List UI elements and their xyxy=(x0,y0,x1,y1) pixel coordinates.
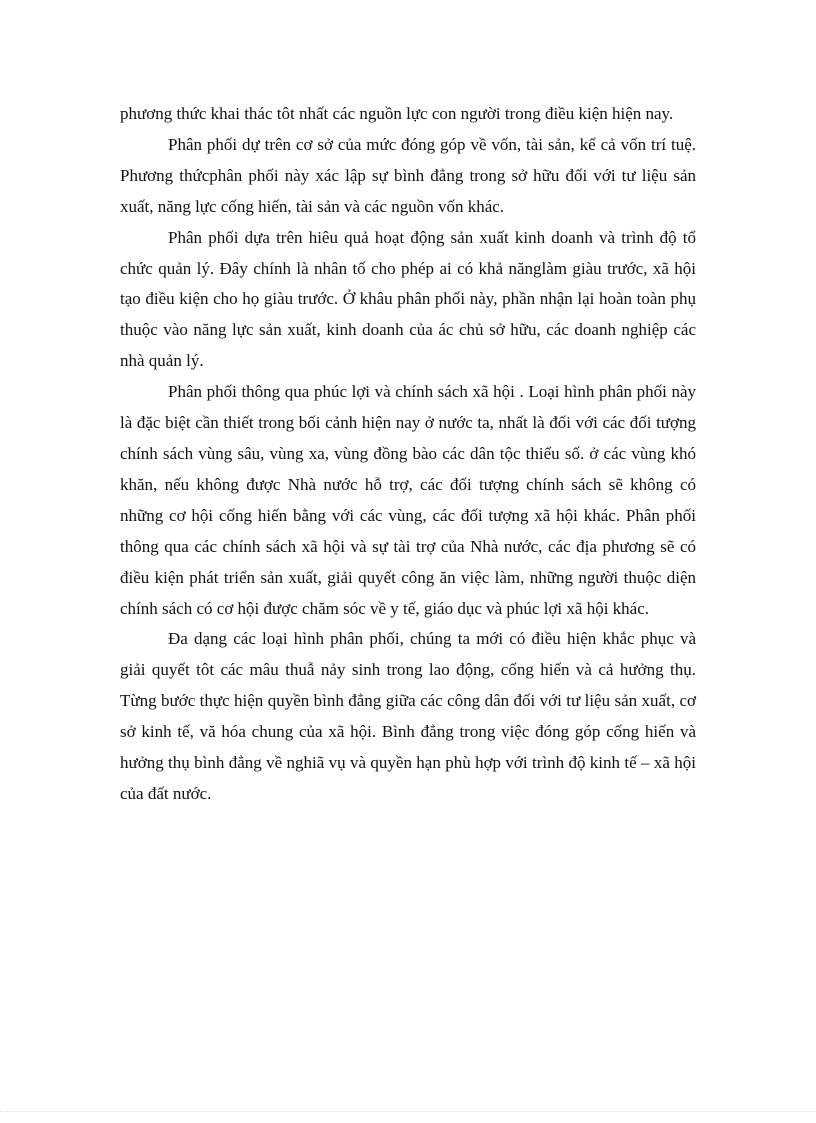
paragraph-continuation: phương thức khai thác tôt nhất các nguồn lực con người trong điều kiện hiện nay. xyxy=(120,104,674,123)
paragraph-capital-contribution: Phân phối dự trên cơ sở của mức đóng góp về vốn, tài sản, kể cả vốn trí tuệ. Phương thứcphân phối này xác lập sự bình đẳng trong sở hữu đối với tư liệu sản xuất, năng lực cống hiến, tài sản và các nguồn vốn khác. xyxy=(120,134,696,216)
page-bottom-rule xyxy=(0,1111,816,1112)
paragraph-diversification: Đa dạng các loại hình phân phối, chúng ta mới có điều hiện khắc phục và giải quyết tôt các mâu thuẫ nảy sinh trong lao động, cống hiến và cả hưởng thụ. Từng bước thực hiện quyền bình đẳng giữa các công dân đối với tư liệu sản xuất, cơ sở kinh tế, vă hóa chung của xã hội. Bình đẳng trong việc đóng góp cống hiến và hưởng thụ bình đẳng về nghiã vụ và quyền hạn phù hợp với trình độ kinh tế – xã hội của đất nước. xyxy=(120,629,696,803)
body-text xyxy=(120,99,696,810)
paragraph-business-efficiency: Phân phối dựa trên hiêu quả hoạt động sản xuất kinh doanh và trình độ tổ chức quản lý. Đây chính là nhân tố cho phép ai có khả nănglàm giàu trước, xã hội tạo điều kiện cho họ giàu trước. Ở khâu phân phối này, phần nhận lại hoàn toàn phụ thuộc vào năng lực sản xuất, kinh doanh của ác chủ sở hữu, các doanh nghiệp các nhà quản lý. xyxy=(120,227,696,371)
paragraph-welfare-policy: Phân phối thông qua phúc lợi và chính sách xã hội . Loại hình phân phối này là đặc biệt cần thiết trong bối cảnh hiện nay ở nước ta, nhất là đối với các đối tượng chính sách vùng sâu, vùng xa, vùng đồng bào các dân tộc thiểu số. ở các vùng khó khăn, nếu không được Nhà nước hỗ trợ, các đối tượng chính sách sẽ không có những cơ hội cống hiến bằng với các vùng, các đối tượng xã hội khác. Phân phối thông qua các chính sách xã hội và sự tài trợ của Nhà nước, các địa phương sẽ có điều kiện phát triển sản xuất, giải quyết công ăn việc làm, những người thuộc diện chính sách có cơ hội được chăm sóc về y tế, giáo dục và phúc lợi xã hội khác. xyxy=(120,382,696,618)
